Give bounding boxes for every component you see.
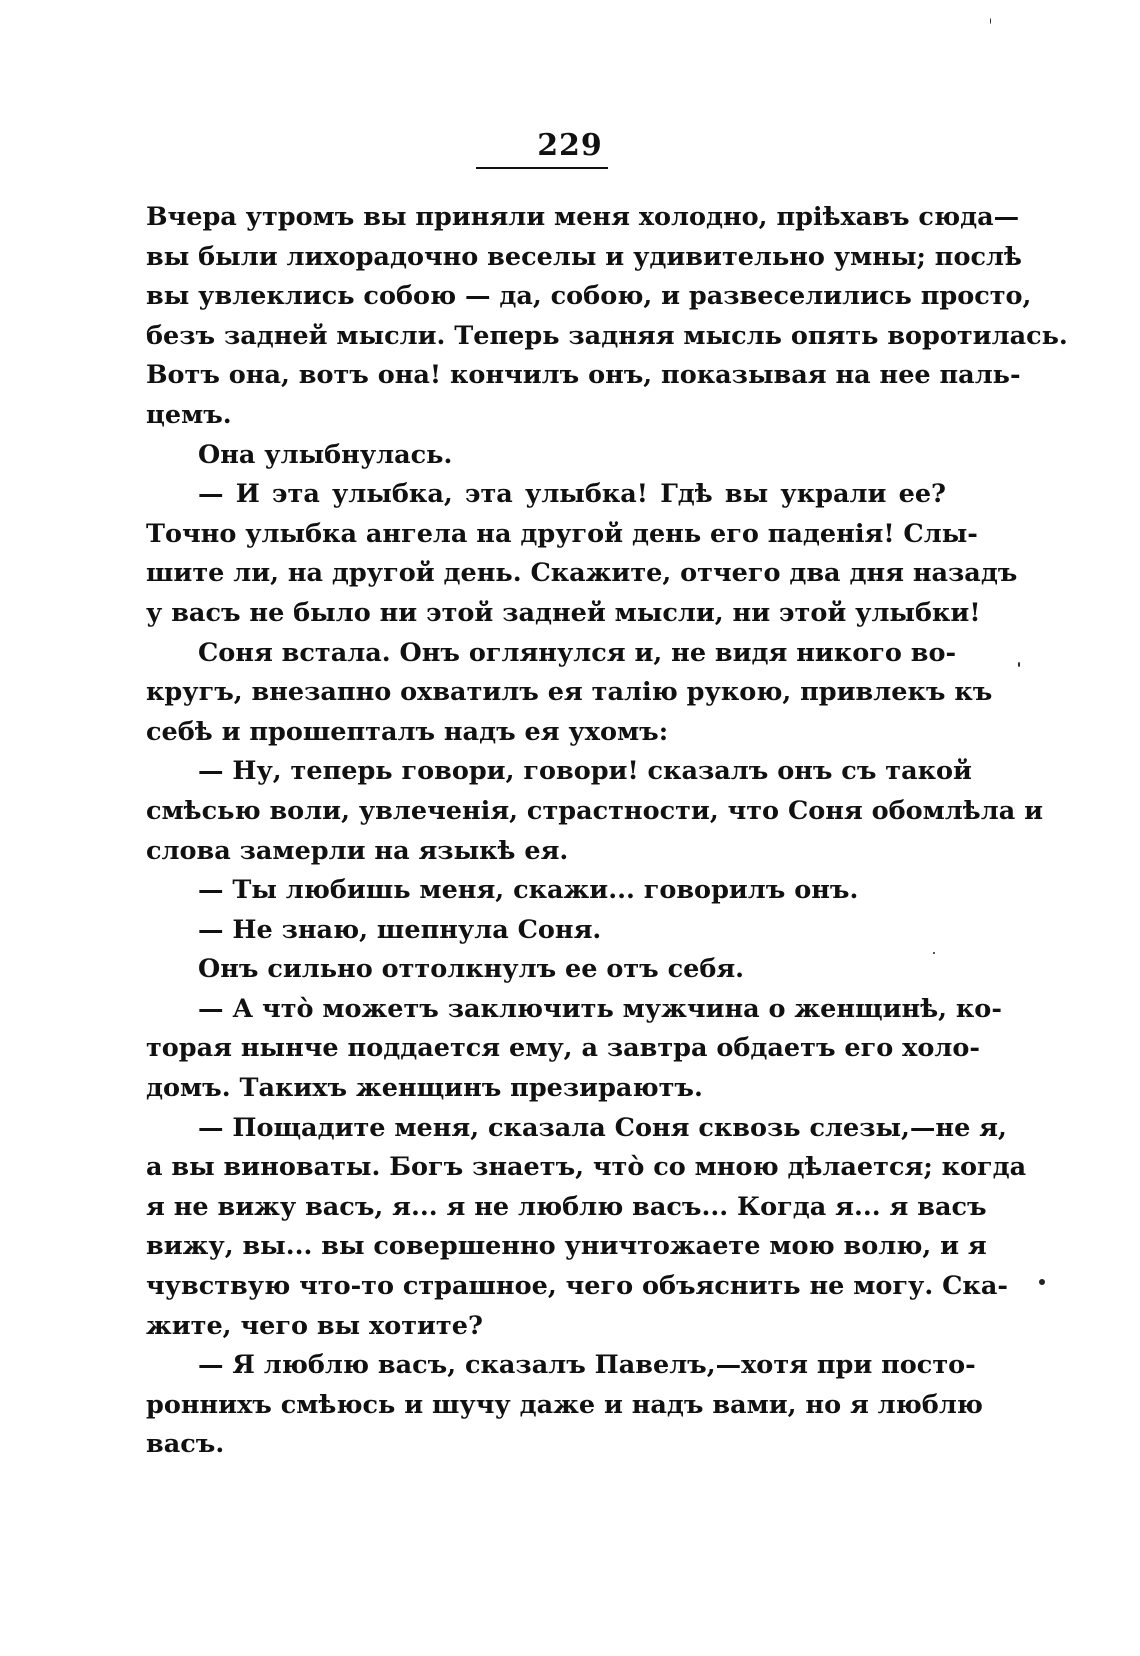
text-line: жите, чего вы хотите?: [146, 1310, 483, 1341]
scan-speck: [933, 952, 935, 954]
text-line: Онъ сильно оттолкнулъ ее отъ себя.: [198, 954, 745, 985]
text-line: шите ли, на другой день. Скажите, отчего два дня назадъ: [146, 558, 1018, 589]
text-line: я не вижу васъ, я... я не люблю васъ... Когда я... я васъ: [146, 1191, 987, 1222]
text-line: домъ. Такихъ женщинъ презираютъ.: [146, 1073, 703, 1104]
text-line: кругъ, внезапно охватилъ ея талiю рукою, привлекъ къ: [146, 677, 993, 708]
text-line: вижу, вы... вы совершенно уничтожаете мою волю, и я: [146, 1231, 987, 1262]
text-line: безъ задней мысли. Теперь задняя мысль опять воротилась.: [146, 320, 1068, 351]
text-line: роннихъ смѣюсь и шучу даже и надъ вами, но я люблю: [146, 1389, 983, 1420]
text-line: у васъ не было ни этой задней мысли, ни этой улыбки!: [146, 597, 981, 628]
text-line: смѣсью воли, увлеченiя, страстности, что Соня обомлѣла и: [146, 795, 1044, 826]
text-line: вы увлеклись собою — да, собою, и развеселились просто,: [146, 281, 1032, 312]
scan-speck: [990, 18, 991, 24]
text-line: Точно улыбка ангела на другой день его паденiя! Слы-: [146, 518, 978, 549]
text-line: а вы виноваты. Богъ знаетъ, что̀ со мною дѣлается; когда: [146, 1152, 1027, 1183]
text-line: вы были лихорадочно веселы и удивительно умны; послѣ: [146, 241, 1022, 272]
text-line: торая нынче поддается ему, а завтра обдаетъ его холо-: [146, 1033, 980, 1064]
text-line: Вотъ она, вотъ она! кончилъ онъ, показывая на нее паль-: [146, 360, 1021, 391]
text-line: чувствую что-то страшное, чего объяснить не могу. Ска-: [146, 1271, 1008, 1302]
scan-speck: [1039, 1279, 1045, 1285]
page-number: 229: [537, 128, 603, 163]
text-line: цемъ.: [146, 399, 232, 430]
text-line: — Ну, теперь говори, говори! сказалъ онъ съ такой: [198, 756, 972, 787]
page-number-rule: [476, 167, 608, 169]
text-line: — А что̀ можетъ заключить мужчина о женщинѣ, ко-: [198, 993, 1002, 1024]
text-line: — Пощадите меня, сказала Соня сквозь слезы,—не я,: [198, 1112, 1007, 1143]
text-line: себѣ и прошепталъ надъ ея ухомъ:: [146, 716, 669, 747]
scan-speck: [1018, 662, 1020, 667]
body-text: [146, 198, 1068, 1465]
text-line: Вчера утромъ вы приняли меня холодно, прiѣхавъ сюда—: [146, 202, 1020, 232]
text-line: Соня встала. Онъ оглянулся и, не видя никого во-: [198, 637, 957, 668]
text-line: — И эта улыбка, эта улыбка! Гдѣ вы украли ее?: [198, 479, 946, 510]
text-line: — Не знаю, шепнула Соня.: [198, 914, 602, 945]
text-line: — Ты любишь меня, скажи... говорилъ онъ.: [198, 875, 859, 906]
text-line: слова замерли на языкѣ ея.: [146, 835, 569, 866]
text-line: васъ.: [146, 1429, 225, 1460]
text-line: Она улыбнулась.: [198, 439, 453, 470]
text-line: — Я люблю васъ, сказалъ Павелъ,—хотя при посто-: [198, 1350, 976, 1381]
